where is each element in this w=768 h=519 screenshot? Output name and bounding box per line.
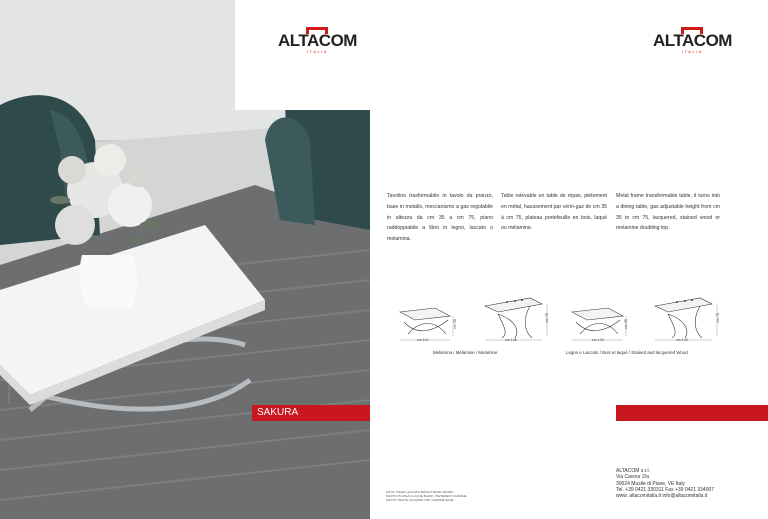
photo-credits bbox=[386, 490, 467, 503]
caption-wood: Legno e Laccato / Bois et laqué / Stained and lacquered Wood bbox=[566, 350, 688, 355]
dim-width-high-wood: cm 140 bbox=[676, 338, 688, 342]
dim-height-low-melamine: cm 35 bbox=[452, 319, 457, 329]
brand-logo-right[interactable] bbox=[653, 27, 732, 55]
company-name: ALTACOM s.r.l. bbox=[616, 468, 650, 474]
photo-credit-line: PHOTO: WHITE LACQUER TOP, CHROME BASE bbox=[386, 498, 454, 503]
photo-credit-line: FOTO: PIANO LACCATO BIANCO BASE CROMO bbox=[386, 490, 454, 494]
logo-panel bbox=[235, 0, 370, 110]
brand-tagline: ITALIA bbox=[682, 49, 703, 54]
brand-logo-left[interactable] bbox=[278, 27, 357, 55]
dim-height-high-melamine: cm 75 bbox=[544, 313, 549, 323]
company-city: 30024 Musile di Piave, VE Italy bbox=[616, 480, 685, 487]
dim-width-low-wood: cm 120 bbox=[592, 338, 604, 342]
brand-tagline: ITALIA bbox=[307, 49, 328, 54]
description-french: Table relevable en table de répas, piètement en métal, haussement par vérin-gaz de cm 35 à cm 75, plateau portefeuille en bois, laqué ou mélamine. bbox=[501, 193, 607, 232]
company-web[interactable]: www. altacomitalia.it info@altacomitalia.it bbox=[616, 493, 708, 500]
description-english: Metal frame transformable table, it turns into a dining table, gas adjustable height from cm 35 to cm 75, lacquered, stained wood or melamine doubling top. bbox=[616, 193, 720, 232]
dim-width-high-melamine: cm 136 bbox=[505, 338, 517, 342]
dimension-diagrams bbox=[390, 290, 730, 345]
brand-wordmark: ALTACOM bbox=[278, 31, 357, 50]
side-code: SAKURA 2021 bbox=[7, 384, 11, 404]
photo-credit-line: PHOTO: PLATEAU LAQUE BLANC, PIETEMENT CHROME bbox=[386, 494, 467, 499]
company-contact bbox=[616, 468, 714, 499]
brand-wordmark: ALTACOM bbox=[653, 31, 732, 50]
description-italian: Tavolino trasformabile in tavolo da pranzo, base in metallo, meccanismo a gas regolabile in altezza da cm 35 a cm 75, piano raddoppiabile a libro in legno, laccato o melamina. bbox=[387, 193, 493, 243]
dim-height-high-wood: cm 75 bbox=[715, 313, 720, 323]
company-street: Via Cavour 2/a bbox=[616, 474, 649, 481]
product-name-label: SAKURA bbox=[252, 405, 370, 421]
accent-bar bbox=[616, 405, 768, 421]
company-phone[interactable]: Tel. +39 0421 330311 Fax +39 0421 334007 bbox=[616, 486, 715, 493]
caption-melamine: Melamina / Mélamine / Melamine bbox=[433, 350, 498, 355]
dim-height-low-wood: cm 35 bbox=[623, 319, 628, 329]
dim-width-low-melamine: cm 110 bbox=[417, 338, 429, 342]
